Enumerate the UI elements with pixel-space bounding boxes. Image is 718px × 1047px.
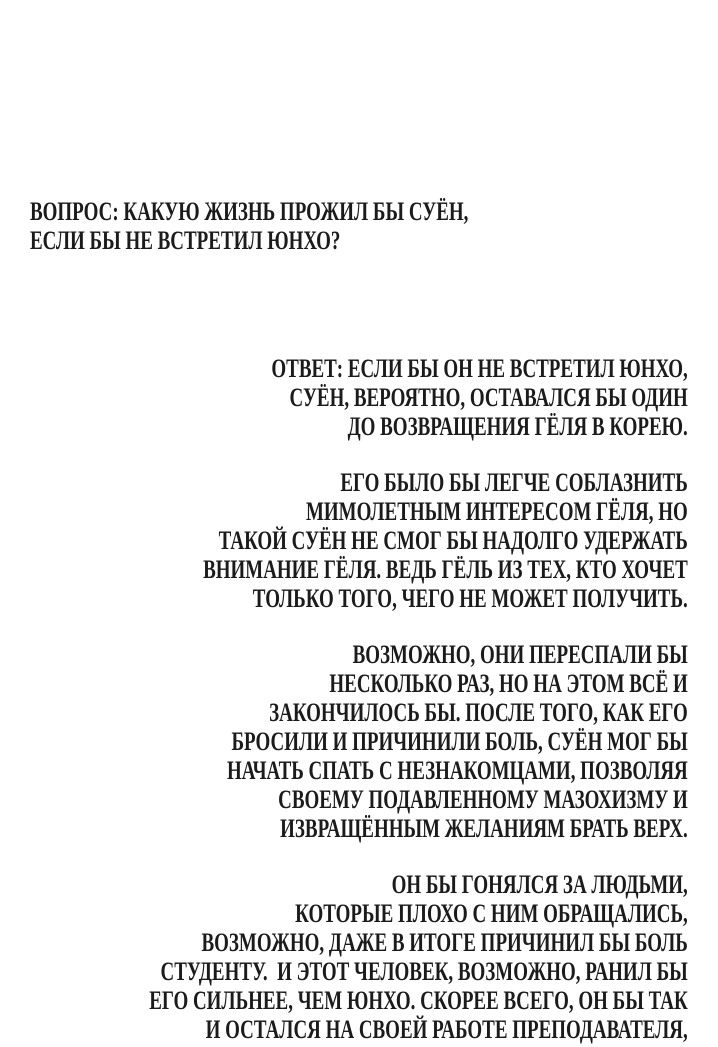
text-line: БРОСИЛИ И ПРИЧИНИЛИ БОЛЬ, СУЁН МОГ БЫ <box>231 727 688 756</box>
text-line: ДО ВОЗВРАЩЕНИЯ ГЁЛЯ В КОРЕЮ. <box>347 412 688 441</box>
text-line: ОТВЕТ: ЕСЛИ БЫ ОН НЕ ВСТРЕТИЛ ЮНХО, <box>271 354 688 383</box>
text-line: ЕГО СИЛЬНЕЕ, ЧЕМ ЮНХО. СКОРЕЕ ВСЕГО, ОН БЫ ТАК <box>149 986 688 1015</box>
answer-paragraph-2 <box>149 468 688 613</box>
question-line: ЕСЛИ БЫ НЕ ВСТРЕТИЛ ЮНХО? <box>30 226 341 255</box>
answer-block <box>149 354 688 1044</box>
text-line: СТУДЕНТУ. И ЭТОТ ЧЕЛОВЕК, ВОЗМОЖНО, РАНИЛ БЫ <box>160 957 688 986</box>
answer-paragraph-1 <box>149 354 688 441</box>
text-line: ОН БЫ ГОНЯЛСЯ ЗА ЛЮДЬМИ, <box>391 870 688 899</box>
text-line: ВОЗМОЖНО, ОНИ ПЕРЕСПАЛИ БЫ <box>352 640 688 669</box>
text-line: ЕГО БЫЛО БЫ ЛЕГЧЕ СОБЛАЗНИТЬ <box>340 468 688 497</box>
question-block <box>30 197 468 255</box>
text-line: ТОЛЬКО ТОГО, ЧЕГО НЕ МОЖЕТ ПОЛУЧИТЬ. <box>253 584 688 613</box>
text-line: СВОЕМУ ПОДАВЛЕННОМУ МАЗОХИЗМУ И <box>278 785 688 814</box>
text-line: КОТОРЫЕ ПЛОХО С НИМ ОБРАЩАЛИСЬ, <box>295 899 688 928</box>
answer-paragraph-4 <box>149 870 688 1044</box>
text-line: СУЁН, ВЕРОЯТНО, ОСТАВАЛСЯ БЫ ОДИН <box>289 383 688 412</box>
text-line: ВОЗМОЖНО, ДАЖЕ В ИТОГЕ ПРИЧИНИЛ БЫ БОЛЬ <box>201 928 688 957</box>
text-line: ВНИМАНИЕ ГЁЛЯ. ВЕДЬ ГЁЛЬ ИЗ ТЕХ, КТО ХОЧЕТ <box>203 555 688 584</box>
answer-paragraph-3 <box>149 640 688 843</box>
text-line: И ОСТАЛСЯ НА СВОЕЙ РАБОТЕ ПРЕПОДАВАТЕЛЯ, <box>205 1015 688 1044</box>
text-line: НЕСКОЛЬКО РАЗ, НО НА ЭТОМ ВСЁ И <box>329 669 688 698</box>
question-line: ВОПРОС: КАКУЮ ЖИЗНЬ ПРОЖИЛ БЫ СУЁН, <box>30 197 469 226</box>
text-line: НАЧАТЬ СПАТЬ С НЕЗНАКОМЦАМИ, ПОЗВОЛЯЯ <box>227 756 688 785</box>
text-line: ИЗВРАЩЁННЫМ ЖЕЛАНИЯМ БРАТЬ ВЕРХ. <box>280 814 688 843</box>
text-line: ЗАКОНЧИЛОСЬ БЫ. ПОСЛЕ ТОГО, КАК ЕГО <box>269 698 688 727</box>
text-line: ТАКОЙ СУЁН НЕ СМОГ БЫ НАДОЛГО УДЕРЖАТЬ <box>218 526 688 555</box>
text-line: МИМОЛЕТНЫМ ИНТЕРЕСОМ ГЁЛЯ, НО <box>306 497 688 526</box>
